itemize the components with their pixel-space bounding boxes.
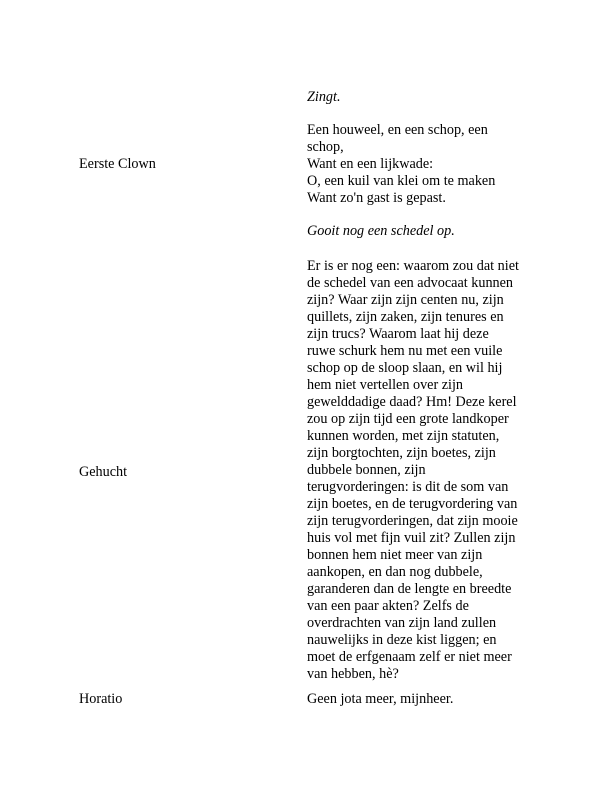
text-line: schop,	[307, 139, 344, 155]
text-line: huis vol met fijn vuil zit? Zullen zijn	[307, 530, 516, 546]
text-line: de schedel van een advocaat kunnen	[307, 275, 514, 291]
text-line: ruwe schurk hem nu met een vuile	[307, 343, 503, 359]
text-line: overdrachten van zijn land zullen	[307, 615, 497, 631]
text-line: quillets, zijn zaken, zijn tenures en	[307, 309, 504, 325]
text-line: terugvorderingen: is dit de som van	[307, 479, 509, 495]
text-line: Geen jota meer, mijnheer.	[307, 691, 454, 707]
dialogue	[307, 258, 539, 683]
text-line: kunnen worden, met zijn statuten,	[307, 428, 500, 444]
speaker-name: Horatio	[79, 691, 123, 707]
text-line: schop op de sloop slaan, en wil hij	[307, 360, 503, 376]
text-line: hem niet vertellen over zijn	[307, 377, 464, 393]
text-line: zijn terugvorderingen, dat zijn mooie	[307, 513, 518, 529]
text-line: garanderen dan de lengte en breedte	[307, 581, 512, 597]
stage-direction	[307, 223, 539, 240]
text-line: Een houweel, en een schop, een	[307, 122, 488, 138]
speaker-name: Gehucht	[79, 464, 128, 480]
text-line: Gooit nog een schedel op.	[307, 223, 455, 239]
text-line: Er is er nog een: waarom zou dat niet	[307, 258, 519, 274]
speaker-name: Eerste Clown	[79, 156, 156, 172]
text-line: van een paar akten? Zelfs de	[307, 598, 469, 614]
text-line: zijn? Waar zijn zijn centen nu, zijn	[307, 292, 504, 308]
text-line: gewelddadige daad? Hm! Deze kerel	[307, 394, 517, 410]
text-line: aankopen, en dan nog dubbele,	[307, 564, 483, 580]
text-line: O, een kuil van klei om te maken	[307, 173, 496, 189]
text-line: dubbele bonnen, zijn	[307, 462, 426, 478]
text-line: Want en een lijkwade:	[307, 156, 434, 172]
text-line: van hebben, hè?	[307, 666, 399, 682]
text-line: bonnen hem niet meer van zijn	[307, 547, 483, 563]
text-line: Want zo'n gast is gepast.	[307, 190, 446, 206]
stage-direction	[307, 89, 539, 106]
dialogue	[307, 122, 539, 207]
text-line: moet de erfgenaam zelf er niet meer	[307, 649, 512, 665]
text-line: zijn borgtochten, zijn boetes, zijn	[307, 445, 496, 461]
text-line: Zingt.	[307, 89, 341, 105]
dialogue	[307, 691, 539, 708]
text-line: zijn boetes, en de terugvordering van	[307, 496, 518, 512]
text-line: zou op zijn tijd een grote landkoper	[307, 411, 509, 427]
text-line: nauwelijks in deze kist liggen; en	[307, 632, 497, 648]
text-line: zijn trucs? Waarom laat hij deze	[307, 326, 489, 342]
